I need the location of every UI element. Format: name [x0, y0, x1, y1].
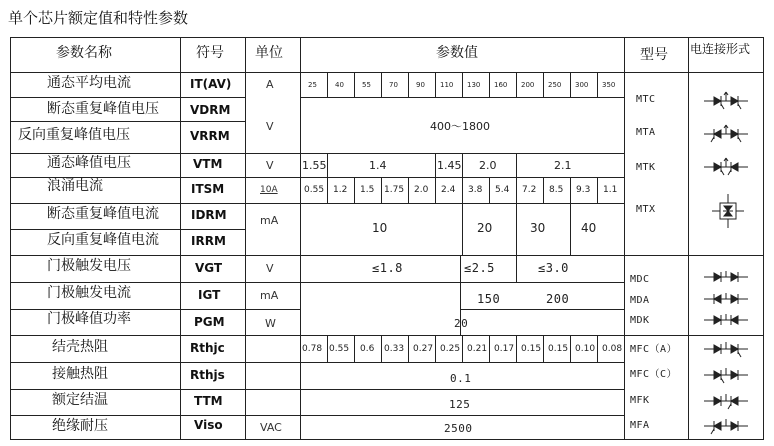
scr-diode-pair-icon [704, 417, 748, 435]
vgt-value: ≤2.5 [464, 261, 495, 275]
itsm-value: 0.55 [304, 185, 325, 195]
unit-vgt: V [266, 262, 274, 275]
itav-value: 110 [440, 81, 454, 89]
symbol-idrm: IDRM [191, 208, 227, 222]
model-code: MFA [630, 420, 650, 431]
symbol-vtm: VTM [193, 157, 223, 171]
param-name-itav: 通态平均电流 [47, 75, 131, 91]
model-code: MDC [630, 274, 650, 285]
symbol-igt: IGT [198, 288, 221, 302]
param-name-pgm: 门极峰值功率 [47, 311, 131, 327]
model-code: MDA [630, 295, 650, 306]
diode-pair-icon [704, 269, 748, 285]
vtm-value: 1.4 [369, 159, 387, 172]
rthjc-value: 0.17 [494, 344, 515, 354]
viso-value: 2500 [444, 422, 473, 435]
model-code: MTC [636, 94, 656, 105]
itav-value: 200 [521, 81, 535, 89]
itav-value: 40 [335, 81, 344, 89]
itav-value: 300 [575, 81, 589, 89]
scr-series-pair-icon [704, 91, 748, 111]
vtm-value: 2.0 [479, 159, 497, 172]
param-name-vtm: 通态峰值电压 [47, 155, 131, 171]
header-values: 参数值 [436, 45, 478, 61]
unit-itsm: 10A [260, 185, 278, 195]
param-name-igt: 门极触发电流 [47, 285, 131, 301]
idrm-value: 40 [581, 221, 597, 235]
model-code: MFC（A） [630, 344, 678, 355]
param-name-rthjs: 接触热阻 [52, 366, 108, 382]
itsm-value: 2.0 [414, 185, 429, 195]
symbol-ttm: TTM [194, 394, 223, 408]
symbol-itav: IT(AV) [190, 77, 232, 91]
itsm-value: 2.4 [441, 185, 456, 195]
param-name-vdrm: 断态重复峰值电压 [47, 101, 159, 117]
vtm-value: 1.55 [302, 159, 327, 172]
idrm-value: 10 [372, 221, 388, 235]
param-name-idrm: 断态重复峰值电流 [47, 206, 159, 222]
unit-vtm: V [266, 159, 274, 172]
header-unit: 单位 [255, 45, 283, 61]
voltage-range: 400～1800 [430, 120, 490, 133]
itsm-value: 1.75 [384, 185, 405, 195]
param-name-rthjc: 结壳热阻 [52, 339, 108, 355]
symbol-viso: Viso [194, 418, 223, 432]
rthjc-value: 0.33 [384, 344, 405, 354]
model-code: MTK [636, 162, 656, 173]
rthjc-value: 0.08 [602, 344, 623, 354]
igt-value: 200 [546, 292, 570, 306]
itsm-value: 9.3 [576, 185, 591, 195]
header-connection: 电连接形式 [690, 42, 751, 56]
symbol-itsm: ITSM [191, 182, 225, 196]
rthjc-value: 0.6 [360, 344, 375, 354]
rthjc-value: 0.78 [302, 344, 323, 354]
unit-pgm: W [265, 317, 276, 330]
itsm-value: 1.1 [603, 185, 618, 195]
itav-value: 90 [416, 81, 425, 89]
parameter-table [10, 37, 764, 440]
header-param-name: 参数名称 [56, 45, 112, 61]
header-symbol: 符号 [196, 45, 224, 61]
idrm-value: 20 [477, 221, 493, 235]
symbol-vdrm: VDRM [190, 103, 231, 117]
param-name-ttm: 额定结温 [52, 392, 108, 408]
rthjc-value: 0.25 [440, 344, 461, 354]
model-code: MDK [630, 315, 650, 326]
unit-viso: VAC [260, 421, 282, 434]
rthjc-value: 0.15 [521, 344, 542, 354]
model-code: MFC（C） [630, 369, 678, 380]
vgt-value: ≤1.8 [372, 261, 403, 275]
itsm-value: 7.2 [522, 185, 537, 195]
rthjc-value: 0.55 [329, 344, 350, 354]
model-code: MTX [636, 204, 656, 215]
model-code: MTA [636, 127, 656, 138]
itav-value: 350 [602, 81, 616, 89]
vgt-value: ≤3.0 [538, 261, 569, 275]
header-model: 型号 [640, 47, 668, 63]
itav-value: 250 [548, 81, 562, 89]
itav-value: 25 [308, 81, 317, 89]
scr-common-cathode-icon [704, 157, 748, 177]
vtm-value: 1.45 [437, 159, 462, 172]
rthjc-value: 0.15 [548, 344, 569, 354]
idrm-value: 30 [530, 221, 546, 235]
symbol-rthjc: Rthjc [190, 341, 225, 355]
pgm-value: 20 [454, 317, 469, 330]
param-name-vgt: 门极触发电压 [47, 258, 131, 274]
rthjs-value: 0.1 [450, 372, 472, 385]
ttm-value: 125 [449, 398, 471, 411]
param-name-viso: 绝缘耐压 [52, 418, 108, 434]
symbol-pgm: PGM [194, 315, 225, 329]
itsm-value: 8.5 [549, 185, 564, 195]
scr-diode-pair-icon [704, 366, 748, 384]
vtm-value: 2.1 [554, 159, 572, 172]
scr-diode-pair-icon [704, 340, 748, 358]
diode-pair-icon [704, 312, 748, 328]
unit-itav: A [266, 78, 274, 91]
param-name-irrm: 反向重复峰值电流 [47, 232, 159, 248]
itav-value: 160 [494, 81, 508, 89]
unit-idrm: mA [260, 214, 279, 227]
model-code: MFK [630, 395, 650, 406]
symbol-rthjs: Rthjs [190, 368, 225, 382]
param-name-vrrm: 反向重复峰值电压 [18, 127, 130, 143]
param-name-itsm: 浪涌电流 [47, 178, 103, 194]
diode-pair-icon [704, 291, 748, 307]
scr-common-anode-icon [704, 124, 748, 144]
scr-antiparallel-icon [712, 194, 744, 228]
unit-vdrm: V [266, 120, 274, 133]
igt-value: 150 [477, 292, 501, 306]
itsm-value: 1.5 [360, 185, 375, 195]
itav-value: 70 [389, 81, 398, 89]
itav-value: 130 [467, 81, 481, 89]
unit-igt: mA [260, 289, 279, 302]
itsm-value: 3.8 [468, 185, 483, 195]
rthjc-value: 0.27 [413, 344, 434, 354]
symbol-vgt: VGT [195, 261, 223, 275]
rthjc-value: 0.21 [467, 344, 488, 354]
symbol-vrrm: VRRM [190, 129, 230, 143]
symbol-irrm: IRRM [191, 234, 226, 248]
itav-value: 55 [362, 81, 371, 89]
itsm-value: 1.2 [333, 185, 348, 195]
scr-diode-pair-icon [704, 392, 748, 410]
itsm-value: 5.4 [495, 185, 510, 195]
rthjc-value: 0.10 [575, 344, 596, 354]
page-title: 单个芯片额定值和特性参数 [8, 9, 189, 27]
